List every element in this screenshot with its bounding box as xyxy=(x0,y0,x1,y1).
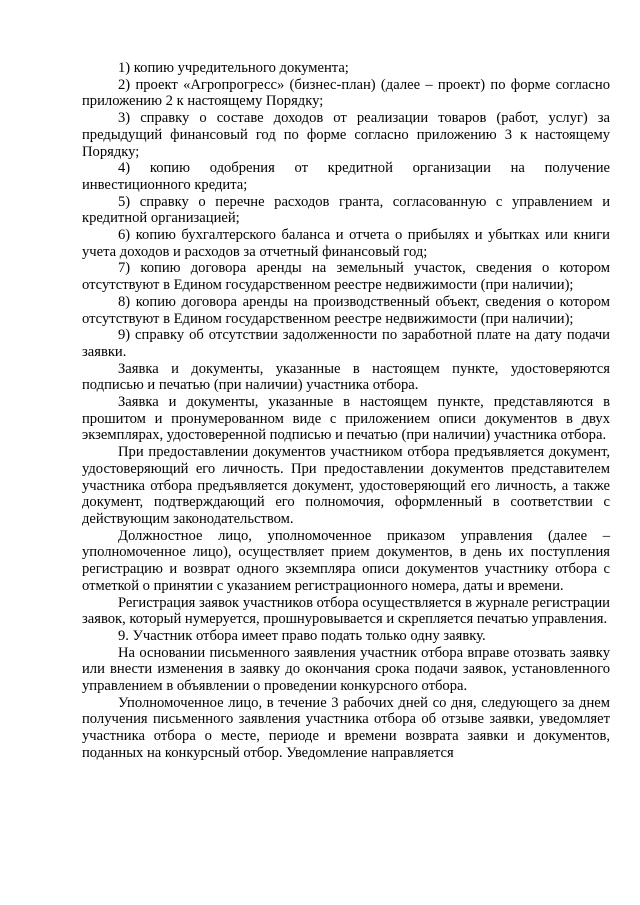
paragraph-identity-document: При предоставлении документов участником отбора предъявляется документ, удостоверяющий его личность. При предоставлении документов представителем участника отбора предъявляется документ, удостоверяющий его личность, а также документ, подтверждающий его полномочия, оформленный в соответствии с действующим законодательством. xyxy=(82,444,610,527)
paragraph-item-6: 6) копию бухгалтерского баланса и отчета о прибылях и убытках или книги учета доходов и расходов за отчетный финансовый год; xyxy=(82,227,610,260)
paragraph-authorized-person: Должностное лицо, уполномоченное приказом управления (далее – уполномоченное лицо), осуществляет прием документов, в день их поступления регистрацию и возврат одного экземпляра описи документов участнику отбора с отметкой о принятии с указанием регистрационного номера, даты и времени. xyxy=(82,527,610,594)
paragraph-item-4: 4) копию одобрения от кредитной организации на получение инвестиционного кредита; xyxy=(82,160,610,193)
paragraph-certification: Заявка и документы, указанные в настоящем пункте, удостоверяются подписью и печатью (при наличии) участника отбора. xyxy=(82,360,610,394)
document-page xyxy=(82,60,610,762)
paragraph-item-3: 3) справку о составе доходов от реализации товаров (работ, услуг) за предыдущий финансовый год по форме согласно приложению 3 к настоящему Порядку; xyxy=(82,110,610,160)
paragraph-item-7: 7) копию договора аренды на земельный участок, сведения о котором отсутствуют в Едином государственном реестре недвижимости (при наличии); xyxy=(82,260,610,294)
paragraph-section-9: 9. Участник отбора имеет право подать только одну заявку. xyxy=(118,627,486,644)
paragraph-withdrawal: На основании письменного заявления участник отбора вправе отозвать заявку или внести изменения в заявку до окончания срока подачи заявок, установленного управлением в объявлении о проведении конкурсного отбора. xyxy=(82,644,610,695)
paragraph-item-1: 1) копию учредительного документа; xyxy=(118,60,349,76)
paragraph-submission-format: Заявка и документы, указанные в настоящем пункте, представляются в прошитом и пронумерованном виде с приложением описи документов в двух экземплярах, удостоверенной подписью и печатью (при наличии) участника отбора. xyxy=(82,394,610,444)
paragraph-notification: Уполномоченное лицо, в течение 3 рабочих дней со дня, следующего за днем получения письменного заявления участника отбора об отзыве заявки, уведомляет участника отбора о месте, периоде и времени возврата заявки и документов, поданных на конкурсный отбор. Уведомление направляется xyxy=(82,694,610,761)
paragraph-item-2: 2) проект «Агропрогресс» (бизнес-план) (далее – проект) по форме согласно приложению 2 к настоящему Порядку; xyxy=(82,76,610,110)
paragraph-item-5: 5) справку о перечне расходов гранта, согласованную с управлением и кредитной организацией; xyxy=(82,193,610,227)
paragraph-item-8: 8) копию договора аренды на производственный объект, сведения о котором отсутствуют в Едином государственном реестре недвижимости (при наличии); xyxy=(82,293,610,327)
paragraph-registration: Регистрация заявок участников отбора осуществляется в журнале регистрации заявок, который нумеруется, прошнуровывается и скрепляется печатью управления. xyxy=(82,594,610,628)
paragraph-item-9: 9) справку об отсутствии задолженности по заработной плате на дату подачи заявки. xyxy=(82,327,610,360)
